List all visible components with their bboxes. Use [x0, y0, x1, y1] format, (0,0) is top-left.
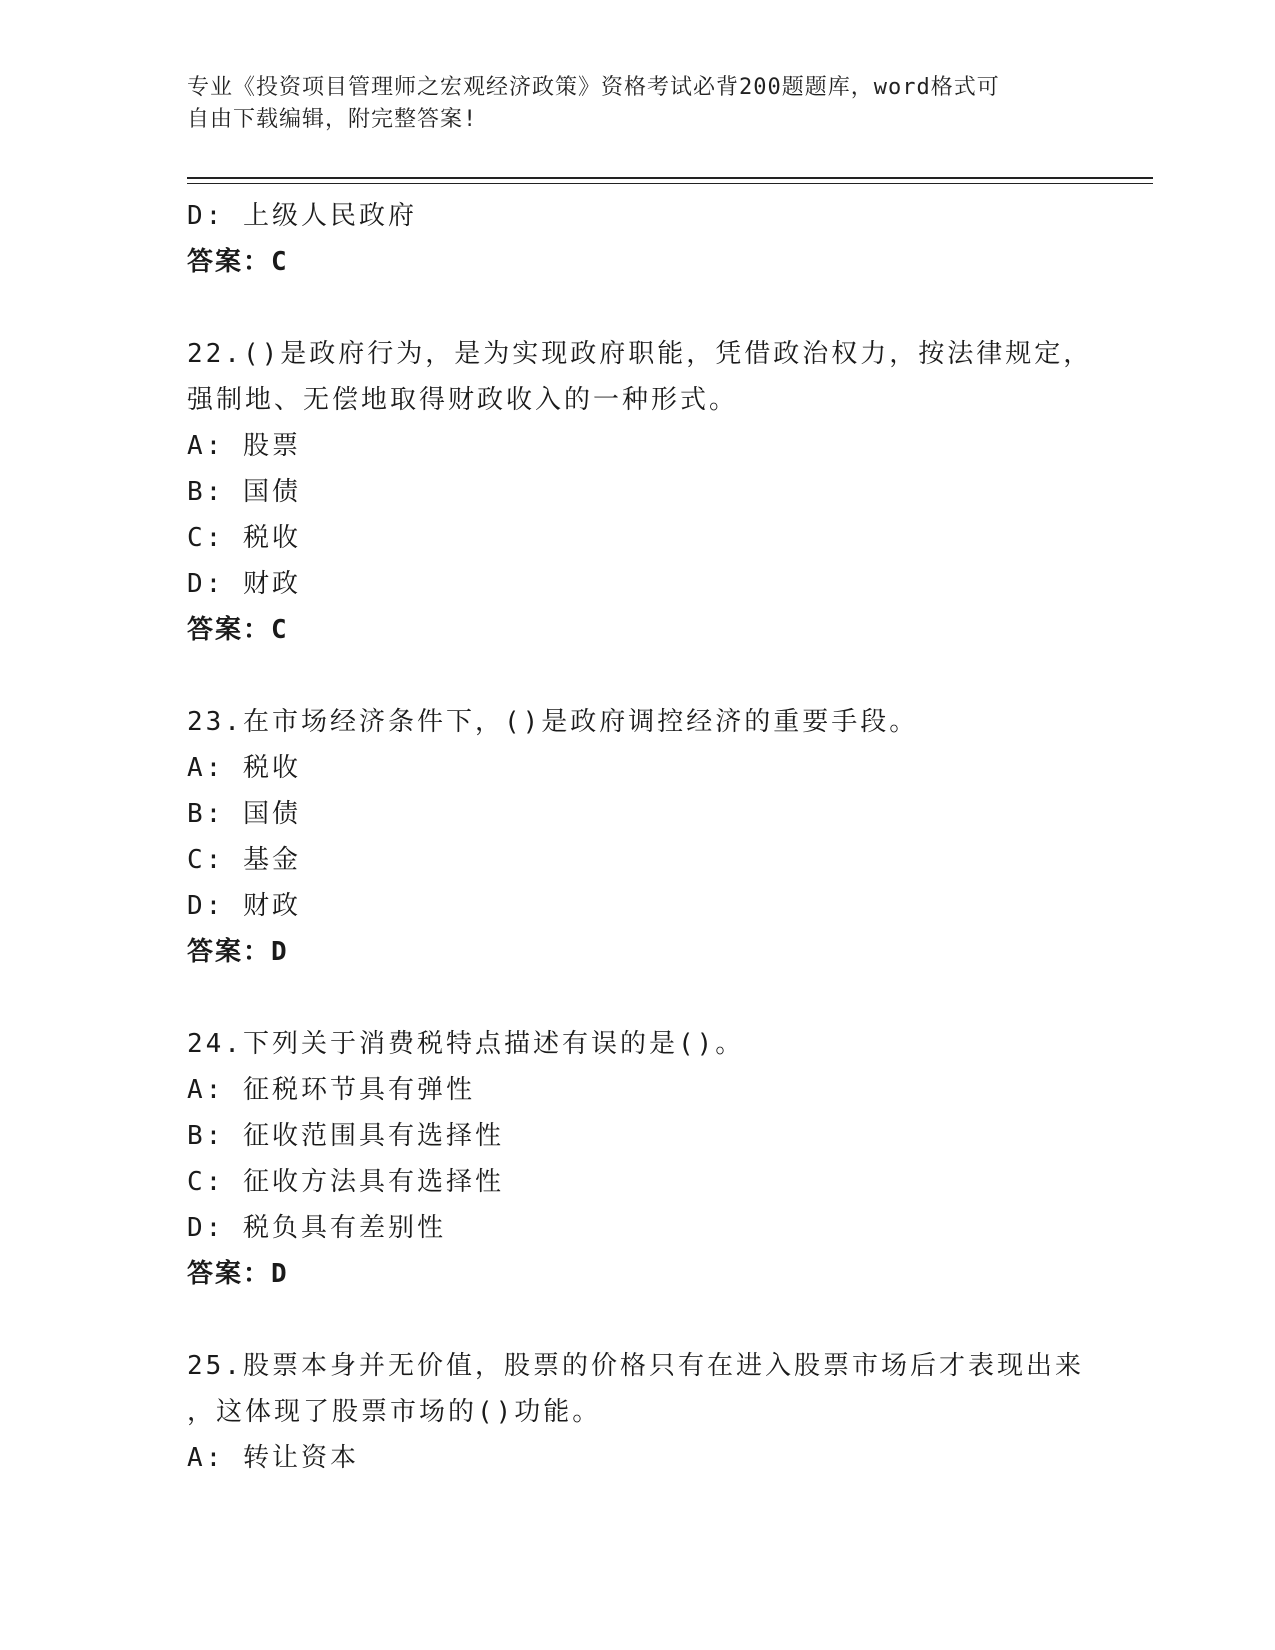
option-a: A: 股票 [187, 431, 301, 461]
option-b: B: 国债 [187, 799, 301, 829]
answer: 答案：C [187, 247, 289, 277]
option-b: B: 国债 [187, 477, 301, 507]
header-rule-thick [187, 177, 1153, 179]
option-c: C: 征收方法具有选择性 [187, 1167, 504, 1197]
page-header [187, 72, 1067, 136]
question-list [187, 193, 1093, 1481]
option-d: D: 财政 [187, 569, 301, 599]
question-25 [187, 1343, 1087, 1481]
option-d: D: 财政 [187, 891, 301, 921]
question-23 [187, 699, 1087, 975]
question-stem: 22.()是政府行为，是为实现政府职能，凭借政治权力，按法律规定， [187, 339, 1093, 369]
question-stem: 24.下列关于消费税特点描述有误的是()。 [187, 1029, 745, 1059]
header-title-line-2: 自由下载编辑，附完整答案! [187, 107, 478, 132]
question-stem: 23.在市场经济条件下，()是政府调控经济的重要手段。 [187, 707, 919, 737]
question-stem-cont: ，这体现了股票市场的()功能。 [187, 1397, 602, 1427]
option-a: A: 征税环节具有弹性 [187, 1075, 475, 1105]
option-a: A: 税收 [187, 753, 301, 783]
option-a: A: 转让资本 [187, 1443, 359, 1473]
carry-over-question [187, 193, 1087, 285]
question-stem: 25.股票本身并无价值，股票的价格只有在进入股票市场后才表现出来 [187, 1351, 1084, 1381]
option-c: C: 基金 [187, 845, 301, 875]
question-24 [187, 1021, 1087, 1297]
option-c: C: 税收 [187, 523, 301, 553]
answer: 答案：C [187, 615, 289, 645]
header-title-line-1: 专业《投资项目管理师之宏观经济政策》资格考试必背200题题库，word格式可 [187, 75, 1000, 100]
question-22 [187, 331, 1093, 653]
question-stem-cont: 强制地、无偿地取得财政收入的一种形式。 [187, 385, 739, 415]
option-d: D: 税负具有差别性 [187, 1213, 446, 1243]
option-b: B: 征收范围具有选择性 [187, 1121, 504, 1151]
option-d: D: 上级人民政府 [187, 201, 417, 231]
header-rule-thin [187, 183, 1153, 184]
answer: 答案：D [187, 1259, 289, 1289]
answer: 答案：D [187, 937, 289, 967]
